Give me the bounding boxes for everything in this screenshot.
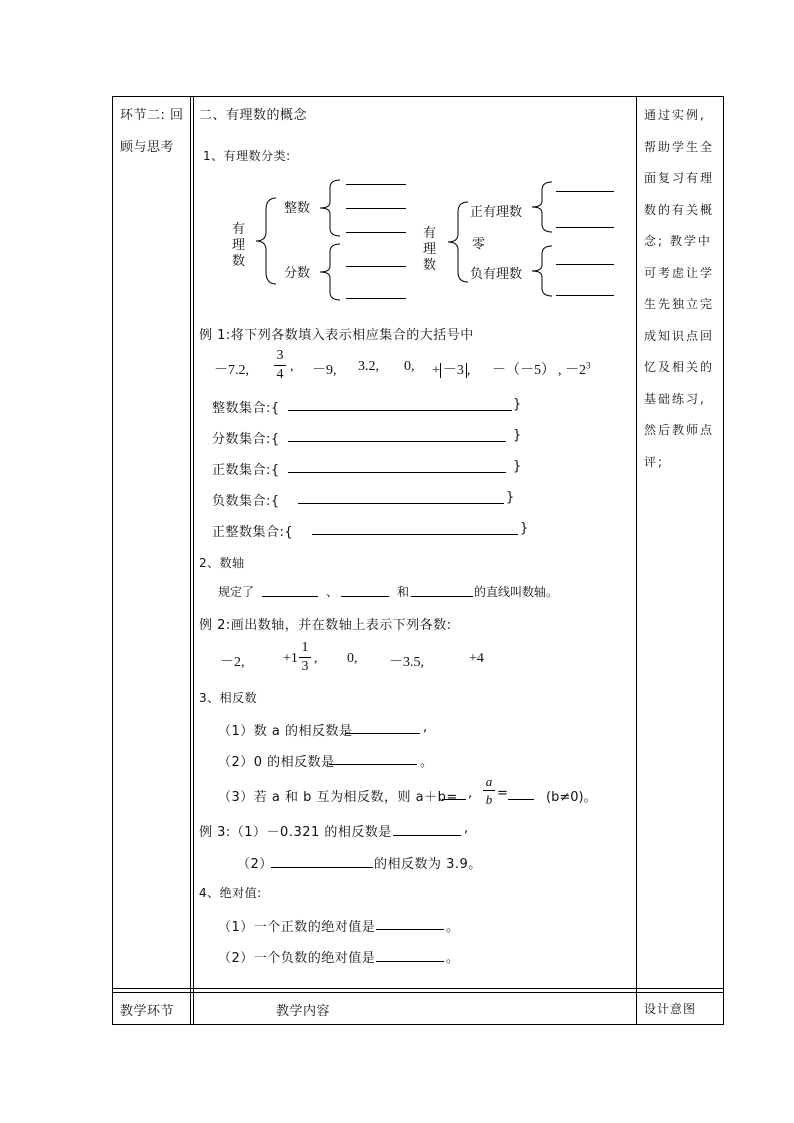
number-item: －9, bbox=[312, 363, 337, 378]
question-end: , bbox=[423, 720, 428, 735]
brace-icon bbox=[530, 244, 554, 298]
set-close: } bbox=[506, 490, 515, 505]
intent-line: 生先独立完 bbox=[644, 297, 715, 311]
set-blank[interactable] bbox=[312, 534, 518, 535]
column-divider bbox=[636, 96, 637, 1025]
stage-label: 顾与思考 bbox=[120, 140, 175, 155]
example3-line1: 例 3:（1）－0.321 的相反数是 bbox=[199, 825, 392, 840]
axis-blank[interactable] bbox=[341, 596, 389, 597]
footer-content-header: 教学内容 bbox=[276, 1004, 331, 1019]
subsection-heading: 1、有理数分类: bbox=[203, 149, 291, 163]
number-item: －2, bbox=[220, 655, 245, 670]
section-title: 二、有理数的概念 bbox=[199, 108, 308, 123]
axis-blank[interactable] bbox=[262, 596, 318, 597]
question-end: 的相反数为 3.9。 bbox=[374, 857, 482, 872]
tree-root-char: 数 bbox=[232, 254, 246, 269]
axis-blank[interactable] bbox=[411, 596, 473, 597]
fraction-bar bbox=[274, 365, 286, 366]
intent-line: 可考虑让学 bbox=[644, 265, 715, 280]
question-end: 。 bbox=[420, 755, 434, 770]
intent-line: 评; bbox=[644, 454, 665, 469]
number-item: 0, bbox=[404, 359, 415, 374]
axis-text: 的直线叫数轴。 bbox=[474, 585, 559, 599]
number-item bbox=[432, 359, 470, 379]
question-end: (b≠0)。 bbox=[546, 790, 597, 805]
plus-sign: + bbox=[432, 363, 440, 378]
intent-line: 通过实例, bbox=[644, 108, 706, 122]
number-item: , bbox=[314, 651, 318, 666]
power-base: , －2 bbox=[558, 363, 586, 378]
set-label: 负数集合:{ bbox=[212, 494, 280, 509]
table-divider bbox=[112, 988, 724, 989]
example1-title: 例 1:将下列各数填入表示相应集合的大括号中 bbox=[199, 328, 474, 343]
set-blank[interactable] bbox=[288, 410, 512, 411]
example2-title: 例 2:画出数轴，并在数轴上表示下列各数: bbox=[199, 618, 452, 633]
axis-text: 和 bbox=[397, 585, 410, 599]
fraction-numerator: 1 bbox=[301, 640, 309, 655]
tree-branch-label: 整数 bbox=[284, 201, 311, 216]
tree-blank[interactable] bbox=[556, 191, 614, 192]
answer-blank[interactable] bbox=[376, 961, 444, 962]
set-close: } bbox=[520, 521, 529, 536]
column-divider bbox=[193, 96, 194, 1025]
brace-icon bbox=[318, 178, 342, 238]
fraction-numerator: 3 bbox=[276, 348, 284, 363]
brace-icon bbox=[318, 242, 342, 302]
fraction-denominator: 4 bbox=[276, 367, 284, 382]
question-eq: = bbox=[497, 786, 508, 801]
number-item: 3.2, bbox=[358, 359, 379, 374]
number-item: 0, bbox=[347, 651, 358, 666]
set-label: 正数集合:{ bbox=[212, 463, 280, 478]
table-top-border bbox=[112, 96, 724, 97]
brace-icon bbox=[530, 180, 554, 234]
absolute-value: －3 bbox=[440, 363, 467, 378]
answer-blank[interactable] bbox=[271, 867, 373, 868]
example3-line2: （2） bbox=[237, 857, 273, 872]
column-divider bbox=[190, 96, 191, 1025]
intent-line: 基础练习, bbox=[644, 391, 706, 406]
axis-text: 、 bbox=[326, 585, 339, 599]
table-left-border bbox=[112, 96, 113, 1025]
fraction-denominator: b bbox=[485, 792, 493, 807]
intent-line: 然后教师点 bbox=[644, 423, 715, 437]
number-item: +4 bbox=[469, 651, 484, 666]
question-end: 。 bbox=[446, 920, 460, 935]
number-item: +1 bbox=[283, 651, 298, 666]
tree-blank[interactable] bbox=[346, 232, 406, 233]
tree-root-char: 数 bbox=[423, 258, 437, 273]
footer-intent-header: 设计意图 bbox=[644, 1002, 697, 1016]
question-text: （1）数 a 的相反数是 bbox=[218, 724, 353, 739]
tree-branch-label: 分数 bbox=[284, 266, 311, 281]
tree-root-char: 有 bbox=[423, 226, 437, 241]
fraction-numerator: a bbox=[485, 774, 493, 789]
table-divider bbox=[112, 992, 724, 993]
question-end: 。 bbox=[446, 951, 460, 966]
answer-blank[interactable] bbox=[442, 799, 466, 800]
number-item: －（－5） bbox=[492, 363, 555, 378]
question-text: （2）0 的相反数是 bbox=[218, 755, 335, 770]
question-text: （1）一个正数的绝对值是 bbox=[218, 920, 376, 935]
subsection-heading: 2、数轴 bbox=[199, 556, 245, 570]
intent-line: 忆及相关的 bbox=[644, 360, 715, 374]
intent-line: 面复习有理 bbox=[644, 171, 715, 185]
table-bottom-border bbox=[112, 1024, 724, 1025]
tree-blank[interactable] bbox=[556, 295, 614, 296]
comma: , bbox=[466, 363, 471, 378]
set-label: 正整数集合:{ bbox=[212, 525, 294, 540]
question-mid: , bbox=[468, 786, 473, 801]
subsection-heading: 4、绝对值: bbox=[199, 886, 262, 900]
tree-blank[interactable] bbox=[556, 264, 614, 265]
intent-line: 帮助学生全 bbox=[644, 139, 715, 154]
fraction bbox=[274, 349, 286, 382]
fraction-denominator: 3 bbox=[301, 659, 309, 674]
axis-text: 规定了 bbox=[218, 585, 255, 599]
fraction-bar bbox=[299, 657, 311, 658]
power-exponent: 3 bbox=[586, 360, 591, 371]
tree-branch-label: 零 bbox=[472, 237, 486, 252]
number-item: －3.5, bbox=[389, 655, 424, 670]
intent-line: 数的有关概 bbox=[644, 202, 715, 217]
fraction bbox=[299, 641, 311, 674]
tree-root-char: 有 bbox=[232, 222, 246, 237]
answer-blank[interactable] bbox=[346, 733, 420, 734]
table-right-border bbox=[723, 96, 724, 1025]
number-item bbox=[558, 359, 591, 379]
fraction-bar bbox=[483, 790, 495, 791]
answer-blank[interactable] bbox=[393, 835, 461, 836]
answer-blank[interactable] bbox=[329, 764, 417, 765]
design-intent-text bbox=[644, 100, 722, 478]
tree-blank[interactable] bbox=[556, 227, 614, 228]
question-end: , bbox=[464, 821, 469, 836]
brace-icon bbox=[446, 200, 470, 284]
question-text: （3）若 a 和 b 互为相反数，则 a＋b= bbox=[218, 790, 458, 805]
set-blank[interactable] bbox=[298, 503, 504, 504]
set-blank[interactable] bbox=[288, 441, 506, 442]
brace-icon bbox=[254, 196, 278, 286]
set-close: } bbox=[513, 459, 522, 474]
set-blank[interactable] bbox=[288, 472, 506, 473]
set-close: } bbox=[513, 397, 522, 412]
stage-label: 环节二: 回 bbox=[120, 108, 184, 123]
answer-blank[interactable] bbox=[508, 799, 534, 800]
footer-stage-header: 教学环节 bbox=[120, 1004, 175, 1019]
tree-root-char: 理 bbox=[423, 242, 437, 257]
intent-line: 成知识点回 bbox=[644, 328, 715, 343]
fraction bbox=[483, 775, 495, 806]
set-label: 整数集合:{ bbox=[212, 401, 280, 416]
tree-branch-label: 负有理数 bbox=[470, 267, 523, 282]
subsection-heading: 3、相反数 bbox=[199, 691, 258, 705]
tree-blank[interactable] bbox=[346, 208, 406, 209]
tree-root-char: 理 bbox=[232, 238, 246, 253]
intent-line: 念; 教学中 bbox=[644, 234, 712, 248]
tree-branch-label: 正有理数 bbox=[470, 205, 523, 220]
set-close: } bbox=[513, 428, 522, 443]
tree-blank[interactable] bbox=[346, 298, 406, 299]
answer-blank[interactable] bbox=[376, 929, 444, 930]
tree-blank[interactable] bbox=[346, 184, 406, 185]
tree-blank[interactable] bbox=[346, 266, 406, 267]
question-text: （2）一个负数的绝对值是 bbox=[218, 951, 376, 966]
number-item: －7.2, bbox=[214, 363, 249, 378]
set-label: 分数集合:{ bbox=[212, 432, 280, 447]
number-item: , bbox=[290, 359, 294, 374]
